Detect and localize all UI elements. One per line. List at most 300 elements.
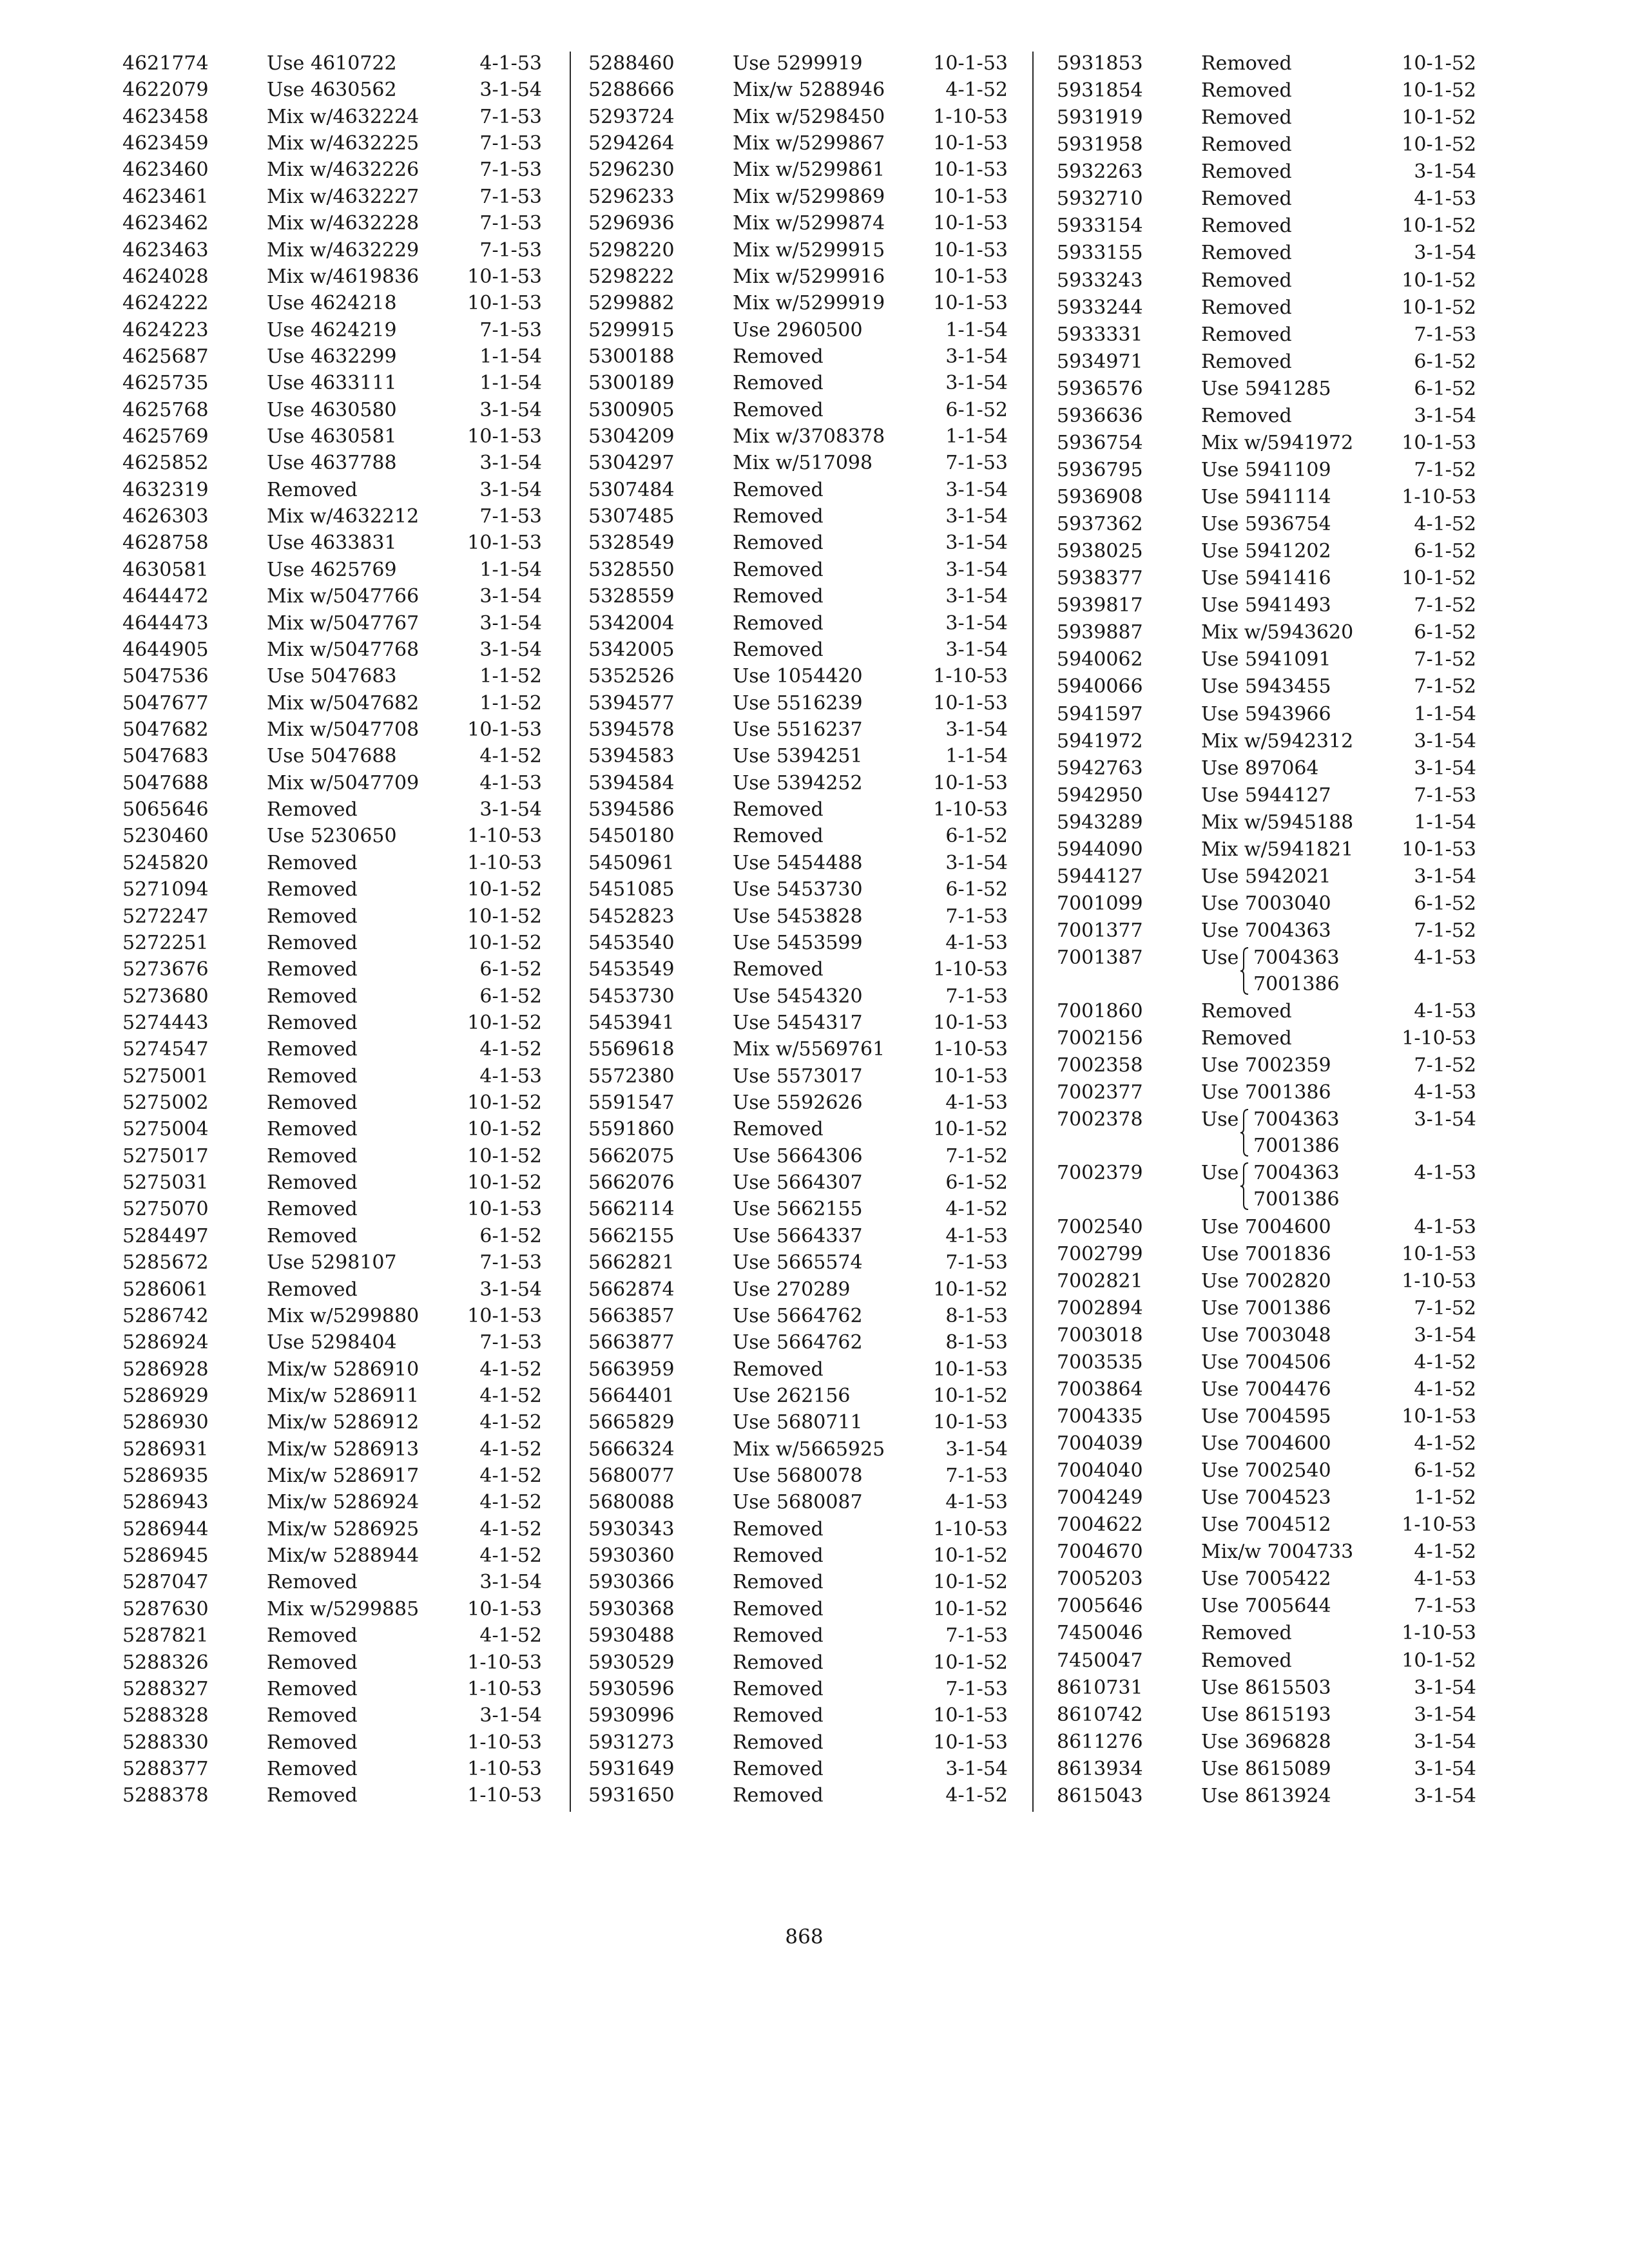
part-number: 5273676 (122, 958, 209, 981)
effective-date: 4-1-52 (479, 1491, 542, 1514)
disposition: Removed (733, 1571, 824, 1594)
table-row (1057, 673, 1476, 700)
effective-date: 7-1-53 (945, 452, 1008, 475)
disposition: Removed (733, 611, 824, 635)
disposition: Removed (267, 1198, 358, 1221)
effective-date: 3-1-54 (479, 638, 542, 661)
table-row (588, 1702, 1008, 1729)
table-row (588, 1436, 1008, 1463)
effective-date: 1-1-52 (1414, 1486, 1476, 1510)
disposition: Use 5394251 (733, 745, 863, 768)
disposition: Mix w/4632224 (267, 105, 419, 128)
table-row (588, 1116, 1008, 1142)
disposition: Removed (267, 851, 358, 874)
table-row (588, 983, 1008, 1010)
table-row (122, 1489, 542, 1515)
part-number: 7004622 (1057, 1514, 1143, 1537)
effective-date: 7-1-53 (1414, 323, 1476, 346)
table-row (1057, 863, 1476, 890)
effective-date: 4-1-53 (945, 1491, 1008, 1514)
disposition: Use 3696828 (1201, 1730, 1331, 1753)
part-number: 5274443 (122, 1011, 209, 1034)
effective-date: 3-1-54 (479, 611, 542, 635)
table-row (1057, 376, 1476, 402)
effective-date: 10-1-53 (933, 52, 1008, 75)
table-row (122, 743, 542, 769)
table-row (122, 1249, 542, 1276)
effective-date: 6-1-52 (479, 958, 542, 981)
part-number: 8611276 (1057, 1730, 1143, 1753)
alternative-part-number: 7004363 (1253, 1108, 1340, 1131)
table-row (1057, 457, 1476, 483)
table-row (1057, 1322, 1476, 1349)
disposition: Use 5944127 (1201, 783, 1331, 807)
table-row (122, 370, 542, 396)
effective-date: 6-1-52 (945, 878, 1008, 901)
effective-date: 4-1-52 (479, 1465, 542, 1488)
part-number: 5288330 (122, 1731, 209, 1754)
effective-date: 3-1-54 (945, 505, 1008, 528)
table-row (588, 1276, 1008, 1303)
table-row (588, 1223, 1008, 1249)
effective-date: 3-1-54 (1414, 1323, 1476, 1347)
effective-date: 10-1-52 (467, 905, 542, 928)
disposition: Mix/w 5286917 (267, 1465, 419, 1488)
part-number: 5930343 (588, 1517, 675, 1541)
effective-date: 3-1-54 (945, 585, 1008, 608)
effective-date: 1-10-53 (1402, 1269, 1476, 1293)
effective-date: 3-1-54 (479, 79, 542, 102)
disposition: Use 8615193 (1201, 1703, 1331, 1726)
part-number: 5300189 (588, 372, 675, 395)
part-number: 5273680 (122, 985, 209, 1008)
table-row (122, 1756, 542, 1782)
table-row (588, 850, 1008, 876)
effective-date: 4-1-53 (1414, 1568, 1476, 1591)
part-number: 5931649 (588, 1758, 675, 1780)
disposition: Removed (733, 825, 824, 848)
part-number: 5572380 (588, 1064, 675, 1088)
part-number: 7003018 (1057, 1323, 1143, 1347)
table-row (588, 1782, 1008, 1809)
effective-date: 4-1-53 (1414, 1162, 1476, 1185)
alternative-part-number: 7001386 (1253, 973, 1340, 996)
effective-date: 7-1-53 (945, 1251, 1008, 1274)
table-row (1057, 1702, 1476, 1728)
parts-column-3 (1057, 50, 1476, 1809)
table-row (588, 1010, 1008, 1036)
disposition: Removed (267, 1624, 358, 1648)
part-number: 5275070 (122, 1198, 209, 1221)
table-row (122, 1303, 542, 1329)
disposition: Use 5664762 (733, 1331, 863, 1354)
disposition: Mix w/5299916 (733, 265, 885, 288)
disposition: Use 5516239 (733, 691, 863, 715)
part-number: 5452823 (588, 905, 675, 928)
disposition: Removed (733, 345, 824, 368)
disposition: Mix w/4632225 (267, 132, 419, 155)
table-row (122, 530, 542, 556)
table-row (1057, 755, 1476, 782)
part-number: 5272247 (122, 905, 209, 928)
table-row (588, 663, 1008, 689)
table-row (122, 583, 542, 610)
part-number: 5664401 (588, 1384, 675, 1407)
brace-icon (1239, 1162, 1249, 1211)
part-number: 5394583 (588, 745, 675, 768)
effective-date: 10-1-53 (467, 292, 542, 315)
table-row (1057, 430, 1476, 456)
effective-date: 10-1-52 (1402, 52, 1476, 75)
table-row (122, 770, 542, 796)
part-number: 5453549 (588, 958, 675, 981)
table-row (588, 743, 1008, 769)
effective-date: 10-1-53 (467, 532, 542, 555)
part-number: 4644473 (122, 611, 209, 635)
effective-date: 7-1-53 (479, 105, 542, 128)
part-number: 5936795 (1057, 458, 1143, 481)
part-number: 4628758 (122, 532, 209, 555)
disposition: Mix w/4632212 (267, 505, 419, 528)
table-row (588, 503, 1008, 530)
part-number: 5939887 (1057, 621, 1143, 644)
disposition: Use 7004600 (1201, 1215, 1331, 1238)
effective-date: 10-1-53 (933, 238, 1008, 262)
disposition: Mix w/5942312 (1201, 729, 1354, 753)
part-number: 5932263 (1057, 160, 1143, 184)
part-number: 5680077 (588, 1465, 675, 1488)
part-number: 5591547 (588, 1091, 675, 1115)
part-number: 5933331 (1057, 323, 1143, 346)
table-row (588, 1649, 1008, 1676)
table-row (122, 130, 542, 157)
effective-date: 7-1-53 (1414, 1595, 1476, 1618)
table-row (122, 1276, 542, 1303)
table-row (588, 716, 1008, 743)
effective-date: 4-1-53 (1414, 1000, 1476, 1023)
disposition: Use 7002820 (1201, 1269, 1331, 1293)
part-number: 5298220 (588, 238, 675, 262)
effective-date: 10-1-52 (933, 1571, 1008, 1594)
part-number: 5286943 (122, 1491, 209, 1514)
effective-date: 6-1-52 (1414, 540, 1476, 563)
disposition: Mix/w 5286925 (267, 1517, 419, 1541)
disposition: Removed (733, 372, 824, 395)
table-row (588, 557, 1008, 583)
part-number: 5287630 (122, 1597, 209, 1620)
part-number: 5294264 (588, 132, 675, 155)
table-row (122, 1596, 542, 1622)
part-number: 5286944 (122, 1517, 209, 1541)
disposition: Use 7005422 (1201, 1568, 1331, 1591)
disposition: Use 7001836 (1201, 1242, 1331, 1265)
table-row (1057, 890, 1476, 917)
effective-date: 1-10-53 (933, 1038, 1008, 1061)
effective-date: 10-1-53 (467, 1198, 542, 1221)
effective-date: 3-1-54 (945, 558, 1008, 581)
disposition: Mix/w 7004733 (1201, 1541, 1354, 1564)
part-number: 5296936 (588, 212, 675, 235)
table-row (1057, 267, 1476, 294)
table-row (588, 477, 1008, 503)
table-row (122, 557, 542, 583)
effective-date: 1-10-53 (1402, 1622, 1476, 1645)
disposition: Use 7001386 (1201, 1081, 1331, 1104)
table-row (122, 1542, 542, 1569)
disposition: Removed (267, 1758, 358, 1780)
table-row (1057, 1566, 1476, 1592)
effective-date: 6-1-52 (479, 985, 542, 1008)
disposition: Removed (733, 1358, 824, 1381)
disposition: Mix w/5299867 (733, 132, 885, 155)
table-row (122, 1223, 542, 1249)
table-row (588, 1356, 1008, 1383)
table-row (1057, 1268, 1476, 1294)
disposition: Removed (1201, 133, 1292, 157)
disposition: Use 5298404 (267, 1331, 397, 1354)
disposition: Use 4610722 (267, 52, 397, 75)
table-row (122, 637, 542, 663)
part-number: 5286945 (122, 1544, 209, 1568)
table-row (588, 1090, 1008, 1116)
effective-date: 1-10-53 (933, 958, 1008, 981)
part-number: 7002821 (1057, 1269, 1143, 1293)
part-number: 5275001 (122, 1064, 209, 1088)
table-row (1057, 1783, 1476, 1809)
part-number: 5275004 (122, 1118, 209, 1141)
table-row (1057, 1648, 1476, 1674)
part-number: 5453941 (588, 1011, 675, 1034)
effective-date: 10-1-52 (1402, 106, 1476, 130)
effective-date: 4-1-53 (1414, 947, 1476, 970)
table-row (588, 290, 1008, 316)
effective-date: 1-1-52 (479, 691, 542, 715)
table-row (588, 343, 1008, 370)
effective-date: 3-1-54 (945, 851, 1008, 874)
disposition: Mix w/4632229 (267, 238, 419, 262)
effective-date: 10-1-53 (933, 691, 1008, 715)
disposition: Use 5941109 (1201, 458, 1331, 481)
disposition: Mix w/5299880 (267, 1304, 419, 1327)
disposition: Use 7004595 (1201, 1405, 1331, 1428)
table-row (1057, 240, 1476, 266)
table-row (1057, 592, 1476, 619)
disposition: Use 5394252 (733, 771, 863, 794)
disposition: Use 5664306 (733, 1144, 863, 1168)
table-row (122, 1729, 542, 1756)
effective-date: 3-1-54 (945, 478, 1008, 501)
part-number: 8610742 (1057, 1703, 1143, 1726)
table-row (588, 1542, 1008, 1569)
effective-date: 4-1-52 (479, 1358, 542, 1381)
table-row (122, 1143, 542, 1169)
effective-date: 10-1-52 (1402, 1649, 1476, 1672)
effective-date: 3-1-54 (945, 611, 1008, 635)
part-number: 5937362 (1057, 513, 1143, 536)
effective-date: 4-1-53 (479, 771, 542, 794)
disposition: Use 5453599 (733, 931, 863, 954)
disposition: Use 270289 (733, 1278, 851, 1301)
part-number: 5931919 (1057, 106, 1143, 130)
effective-date: 4-1-52 (945, 1198, 1008, 1221)
part-number: 5275031 (122, 1171, 209, 1195)
table-row (1057, 619, 1476, 646)
effective-date: 6-1-52 (1414, 621, 1476, 644)
disposition: Use 5941202 (1201, 540, 1331, 563)
disposition: Use 4633111 (267, 372, 397, 395)
effective-date: 6-1-52 (945, 825, 1008, 848)
part-number: 4626303 (122, 505, 209, 528)
effective-date: 1-10-53 (467, 851, 542, 874)
effective-date: 4-1-52 (1414, 1350, 1476, 1374)
table-row (1057, 1214, 1476, 1240)
effective-date: 10-1-52 (467, 878, 542, 901)
disposition: Use 5230650 (267, 825, 397, 848)
disposition: Removed (1201, 296, 1292, 319)
disposition: Removed (1201, 106, 1292, 130)
effective-date: 3-1-54 (479, 585, 542, 608)
part-number: 5307484 (588, 478, 675, 501)
disposition: Mix w/5945188 (1201, 811, 1354, 834)
table-row (122, 1356, 542, 1383)
disposition: Use 7002540 (1201, 1459, 1331, 1483)
effective-date: 1-10-53 (933, 798, 1008, 822)
disposition: Use 4624219 (267, 318, 397, 341)
effective-date: 7-1-53 (945, 1677, 1008, 1700)
disposition: Removed (1201, 269, 1292, 292)
disposition: Use (1201, 1162, 1239, 1185)
part-number: 5450180 (588, 825, 675, 848)
table-row (588, 397, 1008, 423)
table-row (588, 1036, 1008, 1062)
disposition: Use 5941091 (1201, 648, 1331, 671)
disposition: Removed (267, 1278, 358, 1301)
effective-date: 3-1-54 (945, 372, 1008, 395)
disposition: Mix w/5299861 (733, 159, 885, 182)
effective-date: 10-1-53 (933, 212, 1008, 235)
table-row (1057, 1430, 1476, 1457)
effective-date: 3-1-54 (1414, 1108, 1476, 1131)
table-row (122, 237, 542, 264)
part-number: 5663959 (588, 1358, 675, 1381)
disposition: Use 7001386 (1201, 1296, 1331, 1320)
disposition: Use (1201, 947, 1239, 970)
part-number: 5450961 (588, 851, 675, 874)
part-number: 5296233 (588, 185, 675, 208)
table-row (1057, 1241, 1476, 1267)
table-row (588, 530, 1008, 556)
disposition: Removed (267, 1677, 358, 1700)
disposition: Mix w/4619836 (267, 265, 419, 288)
part-number: 5230460 (122, 825, 209, 848)
effective-date: 1-10-53 (933, 1517, 1008, 1541)
effective-date: 4-1-53 (945, 1091, 1008, 1115)
part-number: 7001387 (1057, 947, 1143, 970)
table-row (122, 1649, 542, 1676)
table-row (588, 796, 1008, 823)
part-number: 5286930 (122, 1411, 209, 1434)
table-row (588, 317, 1008, 343)
effective-date: 3-1-54 (1414, 1676, 1476, 1699)
part-number: 5933154 (1057, 215, 1143, 238)
part-number: 5065646 (122, 798, 209, 822)
disposition: Use 4630562 (267, 79, 397, 102)
disposition: Mix w/4632227 (267, 185, 419, 208)
table-row (588, 876, 1008, 903)
effective-date: 1-10-53 (467, 1731, 542, 1754)
table-row (1057, 1539, 1476, 1565)
disposition: Removed (1201, 1649, 1292, 1672)
disposition: Removed (733, 558, 824, 581)
part-number: 7002377 (1057, 1081, 1143, 1104)
part-number: 7001860 (1057, 1000, 1143, 1023)
effective-date: 1-1-54 (479, 372, 542, 395)
disposition: Removed (267, 905, 358, 928)
disposition: Removed (267, 1144, 358, 1168)
part-number: 5680088 (588, 1491, 675, 1514)
table-row (1057, 1620, 1476, 1646)
disposition: Use 8615503 (1201, 1676, 1331, 1699)
effective-date: 4-1-52 (479, 1411, 542, 1434)
part-number: 5288378 (122, 1784, 209, 1807)
table-row (588, 610, 1008, 637)
table-row (588, 157, 1008, 183)
part-number: 4623461 (122, 185, 209, 208)
disposition: Removed (1201, 323, 1292, 346)
parts-column-2 (588, 50, 1008, 1809)
part-number: 5047536 (122, 665, 209, 688)
part-number: 5451085 (588, 878, 675, 901)
disposition: Use 5941114 (1201, 486, 1331, 508)
table-row (588, 637, 1008, 663)
effective-date: 7-1-53 (479, 185, 542, 208)
disposition: Removed (733, 1517, 824, 1541)
disposition: Mix w/5047708 (267, 718, 419, 741)
part-number: 4630581 (122, 558, 209, 581)
disposition: Mix/w 5286912 (267, 1411, 419, 1434)
table-row (588, 1756, 1008, 1782)
part-number: 5328550 (588, 558, 675, 581)
effective-date: 3-1-54 (945, 532, 1008, 555)
part-number: 5666324 (588, 1437, 675, 1461)
table-row (122, 876, 542, 903)
effective-date: 4-1-53 (1414, 187, 1476, 211)
table-row (122, 850, 542, 876)
disposition: Use 5573017 (733, 1064, 863, 1088)
table-row (588, 1329, 1008, 1356)
effective-date: 10-1-52 (467, 1091, 542, 1115)
disposition: Removed (267, 1784, 358, 1807)
effective-date: 3-1-54 (1414, 404, 1476, 427)
effective-date: 10-1-53 (933, 1731, 1008, 1754)
part-number: 5299882 (588, 292, 675, 315)
disposition: Mix/w 5288946 (733, 79, 885, 102)
part-number: 5662874 (588, 1278, 675, 1301)
part-number: 5662114 (588, 1198, 675, 1221)
table-row (122, 503, 542, 530)
part-number: 5245820 (122, 851, 209, 874)
effective-date: 3-1-54 (1414, 1730, 1476, 1753)
disposition: Use 2960500 (733, 318, 863, 341)
disposition: Removed (733, 1677, 824, 1700)
disposition: Mix w/5299874 (733, 212, 885, 235)
table-row (122, 1090, 542, 1116)
disposition: Use 5680078 (733, 1465, 863, 1488)
part-number: 5930596 (588, 1677, 675, 1700)
part-number: 7005646 (1057, 1595, 1143, 1618)
table-row (1057, 565, 1476, 591)
disposition: Mix w/5941821 (1201, 838, 1354, 861)
